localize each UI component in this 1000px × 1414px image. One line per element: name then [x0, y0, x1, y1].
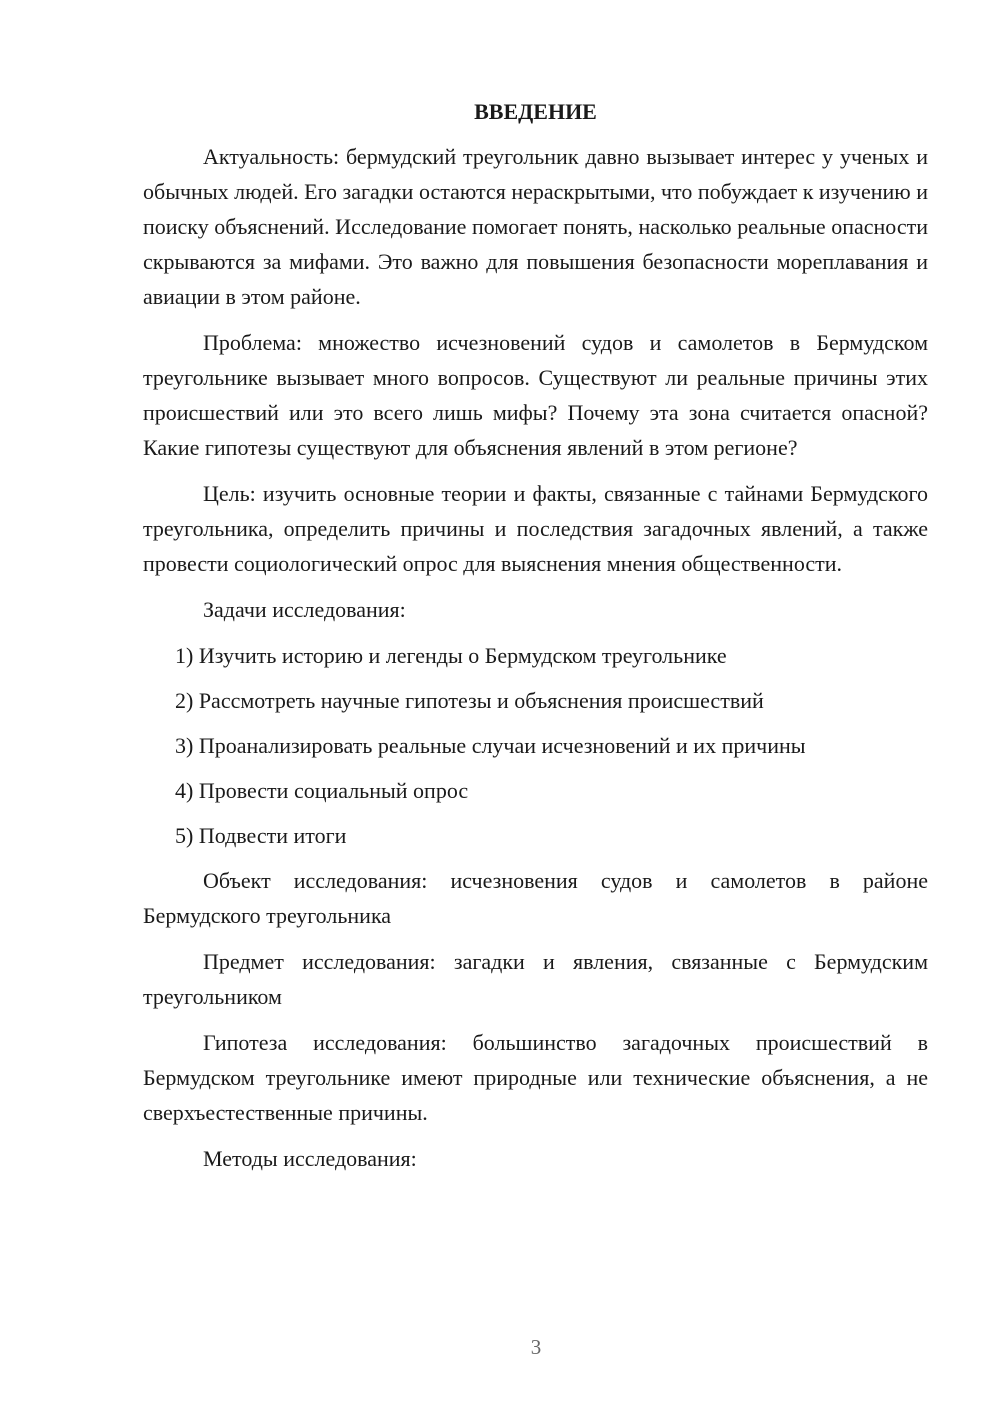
task-item-3: 3) Проанализировать реальные случаи исчезновений и их причины — [175, 733, 806, 758]
relevance-paragraph: Актуальность: бермудский треугольник давно вызывает интерес у ученых и обычных людей. Его загадки остаются нераскрытыми, что побуждает к изучению и поиску объяснений. Исследование помогает понять, насколько реальные опасности скрываются за мифами. Это важно для повышения безопасности мореплавания и авиации в этом районе. — [143, 144, 928, 309]
methods-heading: Методы исследования: — [203, 1146, 417, 1171]
tasks-heading: Задачи исследования: — [203, 597, 406, 622]
problem-paragraph: Проблема: множество исчезновений судов и самолетов в Бермудском треугольнике вызывает много вопросов. Существуют ли реальные причины этих происшествий или это всего лишь мифы? Почему эта зона считается опасной? Какие гипотезы существуют для объяснения явлений в этом регионе? — [143, 330, 928, 460]
goal-paragraph: Цель: изучить основные теории и факты, связанные с тайнами Бермудского треугольника, определить причины и последствия загадочных явлений, а также провести социологический опрос для выяснения мнения общественности. — [143, 481, 928, 576]
tasks-list — [143, 638, 928, 853]
task-item-4: 4) Провести социальный опрос — [175, 778, 469, 803]
hypothesis-paragraph: Гипотеза исследования: большинство загадочных происшествий в Бермудском треугольнике имеют природные или технические объяснения, а не сверхъестественные причины. — [143, 1030, 928, 1125]
subject-paragraph: Предмет исследования: загадки и явления, связанные с Бермудским треугольником — [143, 949, 928, 1009]
task-item-1: 1) Изучить историю и легенды о Бермудском треугольнике — [175, 643, 727, 668]
section-title: ВВЕДЕНИЕ — [474, 99, 597, 124]
task-item-2: 2) Рассмотреть научные гипотезы и объяснения происшествий — [175, 688, 764, 713]
page-content — [143, 94, 928, 1187]
object-paragraph: Объект исследования: исчезновения судов и самолетов в районе Бермудского треугольника — [143, 868, 928, 928]
page-number: 3 — [530, 1335, 542, 1359]
task-item-5: 5) Подвести итоги — [175, 823, 347, 848]
